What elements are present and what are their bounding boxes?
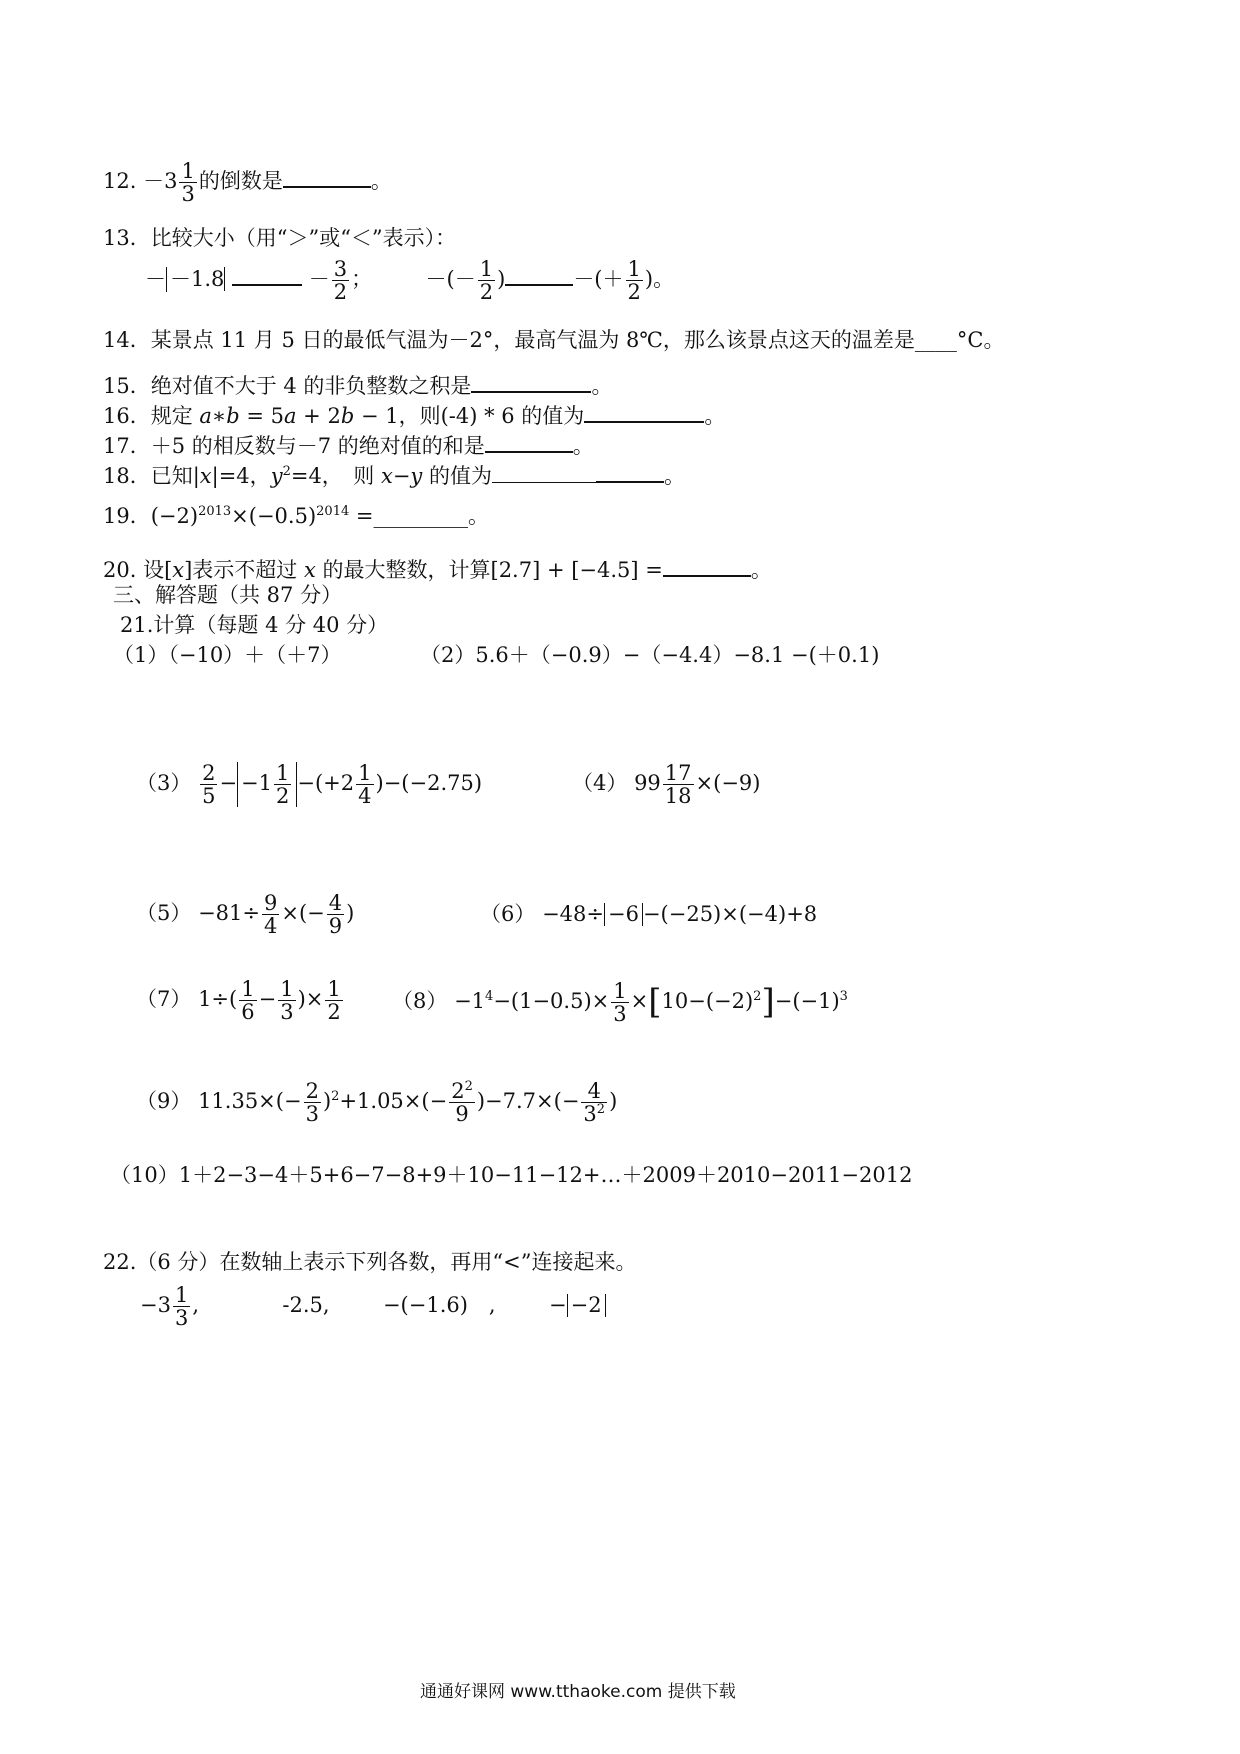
expression-part: ) xyxy=(346,901,355,926)
exponent: 2 xyxy=(753,989,762,1005)
expression-part: ×(−0.5) xyxy=(231,504,317,528)
absolute-value: −6 xyxy=(604,903,643,926)
punctuation: 。 xyxy=(750,558,772,582)
expression-part: + 2 xyxy=(296,404,341,428)
exponent: 2 xyxy=(331,1089,340,1105)
variable-a: a xyxy=(283,404,297,428)
variable-y: y xyxy=(270,464,283,488)
expression-part: −(1−0.5)× xyxy=(493,989,610,1014)
question-21-heading: 21.计算（每题 4 分 40 分） xyxy=(120,613,389,637)
fraction: $\frac{1}{3}$ xyxy=(181,159,195,207)
variable-b: b xyxy=(340,404,355,428)
question-text: =4， 则 xyxy=(290,464,381,488)
exponent: 2014 xyxy=(316,504,350,519)
problem-label: （9） xyxy=(136,1089,192,1114)
fraction: $\frac{1}{3}$ xyxy=(174,1283,189,1331)
mixed-number: −3 xyxy=(140,1293,171,1318)
answer-blank[interactable] xyxy=(505,263,573,286)
question-text: 的值为 xyxy=(422,464,492,488)
question-text: − 1，则(-4) * 6 的值为 xyxy=(354,404,585,428)
fraction: $\frac{2}{5}$ xyxy=(202,761,216,809)
answer-blank[interactable] xyxy=(283,165,371,188)
variable-x: x xyxy=(172,558,185,582)
fraction: $\frac{1}{6}$ xyxy=(241,977,255,1025)
question-text: 17．＋5 的相反数与－7 的绝对值的和是 xyxy=(103,434,485,458)
expression-part: 10−(−2) xyxy=(661,989,754,1014)
question-14: 14．某景点 11 月 5 日的最低气温为－2°，最高气温为 8℃，那么该景点这天的温差是____°C。 xyxy=(103,328,1005,352)
expression-part: )−(−2.75) xyxy=(375,771,483,796)
fraction: $\frac{1}{2}$ xyxy=(627,257,641,305)
fraction: $\frac{1}{2}$ xyxy=(479,257,494,305)
times-sign: × xyxy=(630,989,649,1014)
mixed-number: －3 xyxy=(143,169,178,194)
minus-sign: － xyxy=(145,267,166,292)
expression-part: 11.35×(− xyxy=(198,1089,302,1114)
problem-9 xyxy=(136,1080,617,1125)
question-13-expressions xyxy=(145,258,674,303)
expression-part: )−7.7×(− xyxy=(476,1089,580,1114)
question-17 xyxy=(103,430,594,459)
left-bracket: [ xyxy=(648,982,662,1023)
question-19 xyxy=(103,504,489,529)
punctuation: 。 xyxy=(370,169,392,194)
expression-part: )× xyxy=(297,987,324,1012)
exponent: 2013 xyxy=(198,504,232,519)
problem-label: （3） xyxy=(136,771,192,796)
fraction: $\frac{3}{2}$ xyxy=(333,257,348,305)
problem-8 xyxy=(392,980,848,1025)
fraction: $\frac{4}{3^2}$ xyxy=(583,1079,606,1127)
question-text: 16．规定 xyxy=(103,404,200,428)
expression-part: 1÷( xyxy=(198,987,238,1012)
punctuation: 。 xyxy=(591,374,613,398)
punctuation: 。 xyxy=(663,464,685,488)
question-text: 18．已知| xyxy=(103,464,200,488)
fraction: $\frac{2^2}{9}$ xyxy=(451,1079,473,1127)
answer-blank-bold[interactable] xyxy=(596,460,664,483)
question-text: 的最大整数，计算[2.7] + [−4.5] = xyxy=(315,558,663,582)
expression-part: −(−25)×(−4)+8 xyxy=(642,902,818,926)
exponent: 2 xyxy=(282,464,291,479)
separator: ； xyxy=(351,267,373,292)
separator: , xyxy=(192,1293,200,1318)
fraction: $\frac{1}{4}$ xyxy=(358,761,372,809)
expression-part: −48÷ xyxy=(542,902,604,926)
expression-part: −81÷ xyxy=(198,901,260,926)
operation: a∗b xyxy=(199,404,240,428)
absolute-value: －1.8 xyxy=(166,267,224,292)
expression-part: －(－ xyxy=(425,267,476,292)
variable-x: x xyxy=(303,558,316,582)
problem-label: （8） xyxy=(392,989,448,1014)
expression-part: －(＋ xyxy=(573,267,624,292)
fraction: $\frac{1}{3}$ xyxy=(280,977,294,1025)
fraction: $\frac{9}{4}$ xyxy=(263,891,278,939)
punctuation: 。 xyxy=(704,404,726,428)
answer-blank[interactable] xyxy=(232,263,302,286)
section-heading: 三、解答题（共 87 分） xyxy=(113,583,343,607)
answer-blank[interactable] xyxy=(485,430,573,453)
problem-3 xyxy=(136,762,482,807)
absolute-value: −1 $\frac{1}{2}$ xyxy=(237,762,297,807)
expression-part: ×(−9) xyxy=(695,771,761,796)
exponent: 4 xyxy=(485,989,494,1005)
question-12 xyxy=(103,160,392,205)
exponent: 3 xyxy=(839,989,848,1005)
minus-sign: － xyxy=(308,267,330,292)
expression-part: +1.05×(− xyxy=(339,1089,448,1114)
number-item: -2.5, xyxy=(282,1293,330,1318)
question-text: 20. 设[ xyxy=(103,558,173,582)
expression-part: −1 xyxy=(454,989,486,1014)
answer-blank-text: =_________。 xyxy=(349,504,490,528)
minus-sign: − xyxy=(219,771,238,796)
question-text: 15．绝对值不大于 4 的非负整数之积是 xyxy=(103,374,472,398)
problem-label: （4） xyxy=(572,771,628,796)
question-text: 的倒数是 xyxy=(198,169,283,194)
problem-6 xyxy=(480,902,817,927)
problem-label: （5） xyxy=(136,901,192,926)
expression-part: −(+2 xyxy=(297,771,355,796)
question-22: 22.（6 分）在数轴上表示下列各数，再用“<”连接起来。 xyxy=(103,1250,637,1274)
expression-part: ) xyxy=(609,1089,618,1114)
expression-part: −(−1) xyxy=(774,989,840,1014)
problem-label: （7） xyxy=(136,987,192,1012)
fraction: $\frac{4}{9}$ xyxy=(328,891,343,939)
expression-part: )。 xyxy=(644,267,675,292)
answer-blank[interactable] xyxy=(663,554,751,577)
question-18 xyxy=(103,460,685,489)
absolute-value: −2 xyxy=(567,1294,606,1317)
answer-blank[interactable] xyxy=(492,461,596,483)
expression-part: = 5 xyxy=(239,404,284,428)
problem-4 xyxy=(572,762,760,807)
question-text: ]表示不超过 xyxy=(184,558,304,582)
answer-blank[interactable] xyxy=(584,400,704,423)
expression-part: ) xyxy=(322,1089,332,1114)
question-22-numbers xyxy=(140,1284,606,1329)
problem-label: （6） xyxy=(480,902,536,926)
problem-10: （10）1＋2−3−4＋5+6−7−8+9＋10−11−12+…＋2009＋2010−2011−2012 xyxy=(110,1163,913,1187)
punctuation: 。 xyxy=(572,434,594,458)
fraction: $\frac{1}{3}$ xyxy=(613,979,627,1027)
variable-x: x xyxy=(199,464,212,488)
problem-2: （2）5.6＋（−0.9）−（−4.4）−8.1 −(＋0.1) xyxy=(420,643,880,667)
right-bracket: ] xyxy=(761,982,775,1023)
expression-part: ×(− xyxy=(281,901,325,926)
minus-sign: − xyxy=(258,987,277,1012)
question-number: 12. xyxy=(103,169,137,194)
question-20 xyxy=(103,554,772,583)
expression-part: 19．(−2) xyxy=(103,504,199,528)
fraction: $\frac{17}{18}$ xyxy=(664,761,692,809)
problem-7 xyxy=(136,978,345,1023)
fraction: $\frac{1}{2}$ xyxy=(327,977,341,1025)
fraction: $\frac{2}{3}$ xyxy=(305,1079,319,1127)
problem-1: （1）（−10）＋（＋7） xyxy=(113,643,342,667)
question-16 xyxy=(103,400,725,429)
question-13: 13．比较大小（用“＞”或“＜”表示）： xyxy=(103,226,457,250)
question-text: |=4， xyxy=(211,464,271,488)
answer-blank[interactable] xyxy=(471,370,591,393)
expression: x−y xyxy=(380,464,423,488)
page-footer: 通通好课网 www.tthaoke.com 提供下载 xyxy=(420,1682,736,1702)
problem-5 xyxy=(136,892,354,937)
whole-part: 99 xyxy=(634,771,661,796)
number-item: −(−1.6) , xyxy=(382,1293,496,1318)
minus-sign: − xyxy=(548,1293,567,1318)
question-15 xyxy=(103,370,612,399)
expression-part: ) xyxy=(497,267,506,292)
